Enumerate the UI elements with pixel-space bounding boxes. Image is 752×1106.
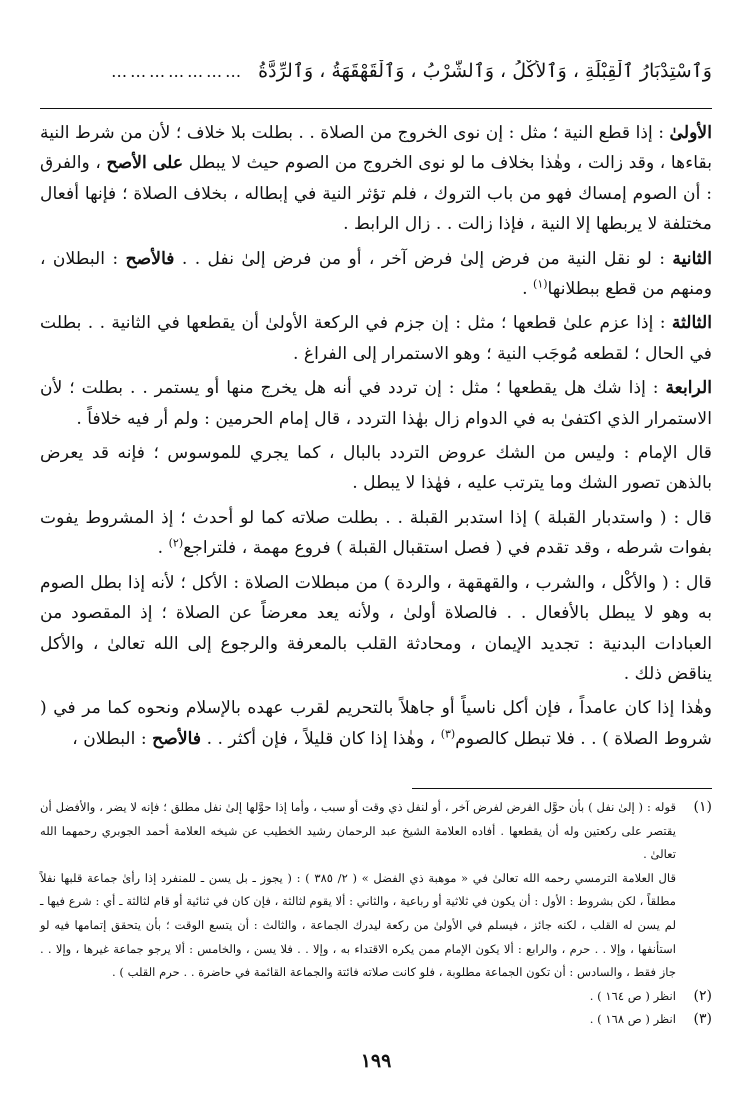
paragraph-text: قال : ( والأكْل ، والشرب ، والقهقهة ، والردة ) من مبطلات الصلاة : الأكل ؛ لأنه إذا بطل الصوم به وهو لا يبطل بالأفعال . . فالصلاة أولىٰ ، ولأنه يعد معرضاً عن الصلاة ؛ إذ المقصود من العبادات البدنية : تجديد الإيمان ، ومحادثة القلب بالمعرفة والرجوع إلى الله تعالىٰ ، والأكل يناقض ذلك . <box>40 572 712 684</box>
paragraph-lead: الأولىٰ <box>669 123 712 143</box>
paragraph-text: : إذا قطع النية ؛ مثل : إن نوى الخروج من الصلاة . . بطلت بلا خلاف ؛ لأن من شرط النية بقاءها ، وقد زالت ، وهٰذا بخلاف ما لو نوى الخروج من الصوم حيث لا يبطل <box>39 123 713 174</box>
paragraph-forgetful <box>40 693 712 754</box>
paragraph-text: : البطلان ، ومنهم من قطع ببطلانها <box>40 248 712 300</box>
paragraph-tail: : البطلان ، <box>72 728 147 749</box>
paragraph-imam <box>40 438 712 499</box>
footnote-body <box>40 1008 676 1032</box>
paragraph-text: : إذا شك هل يقطعها ؛ مثل : إن تردد في أنه هل يخرج منها أو يستمر . . بطلت ؛ لأن الاستمرار الذي اكتفىٰ به في الدوام زال بهٰذا التردد ، قال إمام الحرمين : ولم أر فيه خلافاً . <box>40 378 712 429</box>
paragraph-third <box>40 308 712 369</box>
footnotes <box>40 796 712 1032</box>
header-dots: ………………… <box>111 62 245 81</box>
book-page <box>40 0 712 1106</box>
paragraph-qibla <box>40 503 712 564</box>
paragraph-second <box>40 244 712 305</box>
footnote-number: (١) <box>693 799 712 815</box>
footnote-item <box>40 1008 712 1032</box>
paragraph-text: قال الإمام : وليس من الشك عروض التردد بالبال ، كما يجري للموسوس ؛ فإنه قد يعرض بالذهن تصور الشك وما يترتب عليه ، فهٰذا لا يبطل . <box>40 443 712 494</box>
footnote-item <box>40 985 712 1009</box>
paragraph-text: قال : ( واستدبار القبلة ) إذا استدبر القبلة . . بطلت صلاته كما لو أحدث ؛ إذ المشروط يفوت بفوات شرطه ، وقد تقدم في ( فصل استقبال القبلة ) فروع مهمة ، فلتراجع <box>40 507 712 559</box>
paragraph-fourth <box>40 373 712 434</box>
running-header <box>40 60 712 94</box>
paragraph-text: ، والفرق : أن الصوم إمساك فهو من باب التروك ، فلم تؤثر النية في إبطاله ، بخلاف الصلاة ؛ فإنها أفعال مختلفة لا يربطها إلا النية ، فإذا زالت . . زال الرابط . <box>40 153 712 235</box>
footnote-item <box>40 796 712 985</box>
footnote-marker[interactable]: (٣) <box>440 726 456 740</box>
footnote-text: قال العلامة الترمسي رحمه الله تعالىٰ في « موهبة ذي الفضل » ( ٢/ ٣٨٥ ) : ( يجوز ـ بل يسن ـ للمنفرد إذا رأىٰ جماعة قلبها نفلاً مطلقاً ، لكن بشروط : الأول : أن يكون في ثلاثية أو رباعية ، والثاني : ألا يقوم لثالثة ، فإن كان في ثنائية أو قام لثالثة ـ أي : شرع فيها ـ لم يسن له القلب ، لكنه جائز ، فيسلم في الأولىٰ من ركعة ليدرك الجماعة ، والثالث : أن يتسع الوقت ؛ بأن يتحقق إتمامها فيه لو استأنفها ، وإلا . . حرم ، والرابع : ألا يكون الإمام ممن يكره الاقتداء به ، وإلا . . فلا يسن ، والخامس : ألا يرجو جماعة غيرها ، وإلا . . جاز فقط ، والسادس : أن تكون الجماعة مطلوبة ، فلو كانت صلاته فائتة والجماعة القائمة في حاضرة . . حرم القلب ) . <box>40 870 676 980</box>
footnote-text: انظر ( ص ١٦٤ ) . <box>589 988 676 1003</box>
paragraph-text: : إذا عزم علىٰ قطعها ؛ مثل : إن جزم في الركعة الأولىٰ أن يقطعها في الثانية . . بطلت في الحال ؛ لقطعه مُوجَب النية ؛ وهو الاستمرار إلى الفراغ . <box>40 313 712 364</box>
footnote-body <box>40 985 676 1009</box>
paragraph-bold: فالأصح <box>125 248 175 269</box>
footnote-marker[interactable]: (٢) <box>168 536 184 550</box>
paragraph-lead: الثالثة <box>671 313 712 334</box>
paragraph-text: ، وهٰذا إذا كان قليلاً ، فإن أكثر . . <box>206 728 436 749</box>
main-text <box>40 118 712 758</box>
paragraph-text: وهٰذا إذا كان عامداً ، فإن أكل ناسياً أو جاهلاً بالتحريم لقرب عهده بالإسلام ونحوه كما مر في ( شروط الصلاة ) . . فلا تبطل كالصوم <box>40 698 712 749</box>
paragraph-first <box>40 118 712 240</box>
footnote-text: انظر ( ص ١٦٨ ) . <box>589 1012 676 1027</box>
footnote-number: (٣) <box>693 1011 712 1028</box>
paragraph-tail: . <box>522 279 534 300</box>
footnote-divider <box>412 788 712 789</box>
paragraph-bold: فالأصح <box>152 728 202 749</box>
paragraph-eating <box>40 568 712 690</box>
footnote-body <box>40 796 676 985</box>
paragraph-lead: الرابعة <box>665 378 713 399</box>
page-number: ١٩٩ <box>360 1050 392 1072</box>
paragraph-tail: . <box>157 538 169 559</box>
paragraph-text: : لو نقل النية من فرض إلىٰ فرض آخر ، أو من فرض إلىٰ نفل . . <box>181 248 666 269</box>
footnote-text: قوله : ( إلىٰ نفل ) بأن حوَّل الفرض لفرض آخر ، أو لنفل ذي وقت أو سبب ، وأما إذا حوَّلها إلىٰ نفل مطلق ؛ فإنه لا يضر ، والأفضل أن يقتصر على ركعتين وله أن يقطعها . أفاده العلامة الشيخ عبد الرحمان رشيد الخطيب عن شيخه العلامة أحمد الجوبري رحمهما الله تعالىٰ . <box>40 800 676 862</box>
header-title: وَٱسْتِدْبَارُ ٱلْقِبْلَةِ ، وَٱلأَكْلُ ، وَٱلشُّرْبُ ، وَٱلْقَهْقَهَةُ ، وَٱلرِّدَّةُ <box>258 60 712 82</box>
footnote-marker[interactable]: (١) <box>533 277 548 291</box>
paragraph-lead: الثانية <box>672 248 713 269</box>
footnote-number: (٢) <box>693 987 712 1004</box>
header-divider <box>40 108 712 109</box>
paragraph-bold: على الأصح <box>106 153 184 174</box>
